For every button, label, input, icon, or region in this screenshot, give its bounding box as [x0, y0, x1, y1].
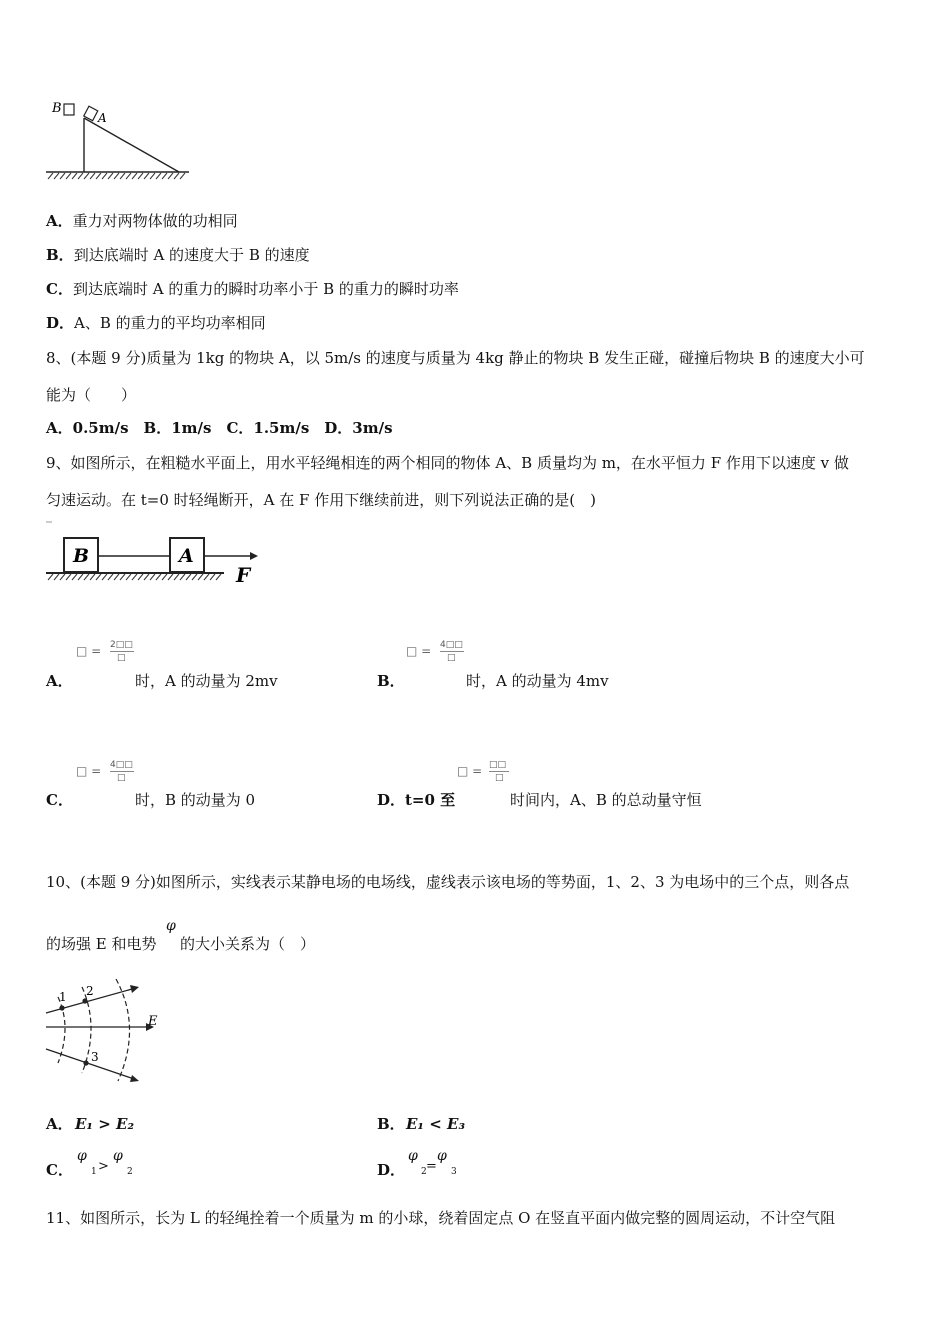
q10-option-a: E₁ > E₂ [75, 1115, 135, 1133]
q10-option-c-letter: C． [46, 1161, 73, 1179]
option-letter: B． [46, 246, 74, 264]
q9-option-b-letter: B． [377, 672, 405, 690]
phi-symbol: φ [408, 1148, 418, 1164]
subscript: 2 [421, 1167, 427, 1177]
q9-optd-frac-num: □□ [489, 760, 507, 770]
point-2 [82, 998, 87, 1003]
option-text: 到达底端时 A 的速度大于 B 的速度 [73, 246, 310, 264]
q8-options: A．0.5m/s B．1m/s C．1.5m/s D．3m/s [46, 419, 393, 437]
q9-optc-frac-den: □ [117, 773, 126, 783]
fig9-label-f: F [236, 563, 251, 587]
q7-option-b [46, 245, 310, 265]
point-3 [83, 1060, 88, 1065]
q9-option-d-text: 时间内，A、B 的总动量守恒 [510, 791, 702, 809]
phi-symbol: φ [166, 918, 176, 934]
option-text: A、B 的重力的平均功率相同 [74, 314, 266, 332]
fig10-label-3: 3 [91, 1050, 99, 1064]
point-1 [59, 1005, 64, 1010]
q7-option-a [46, 211, 238, 231]
incline-figure [44, 96, 194, 186]
q10-option-b-letter: B． [377, 1115, 405, 1133]
q9-option-a-letter: A． [46, 672, 73, 690]
fig9-label-a: A [179, 545, 194, 567]
q9-optb-frac-num: 4□□ [440, 640, 463, 650]
relation: = [426, 1159, 437, 1174]
q9-opta-frac-lhs: □ = [76, 644, 102, 658]
q9-optd-frac-den: □ [495, 773, 504, 783]
q10-option-d-letter: D． [377, 1161, 406, 1179]
option-text: 到达底端时 A 的重力的瞬时功率小于 B 的重力的瞬时功率 [72, 280, 459, 298]
q9-option-c-text: 时，B 的动量为 0 [135, 791, 256, 809]
q9-opta-frac-num: 2□□ [110, 640, 133, 650]
q8-stem-line2: 能为（ ） [46, 386, 137, 404]
phi-symbol: φ [77, 1148, 87, 1164]
option-letter: A． [46, 212, 73, 230]
fig10-label-2: 2 [86, 984, 94, 998]
subscript: 1 [91, 1167, 97, 1177]
q9-option-b-text: 时，A 的动量为 4mv [466, 672, 609, 690]
q9-option-d-pre: t=0 至 [405, 791, 456, 809]
q9-option-a-text: 时，A 的动量为 2mv [135, 672, 278, 690]
phi-symbol: φ [437, 1148, 447, 1164]
electric-field-figure [42, 975, 172, 1085]
q9-stem-line1: 9、如图所示，在粗糙水平面上，用水平轻绳相连的两个相同的物体 A、B 质量均为 m，在水平恒力 F 作用下以速度 v 做 [46, 454, 849, 472]
q9-opta-frac-den: □ [117, 653, 126, 663]
q9-optc-frac-lhs: □ = [76, 764, 102, 778]
q8-stem-line1: 8、(本题 9 分)质量为 1kg 的物块 A，以 5m/s 的速度与质量为 4kg 静止的物块 B 发生正碰，碰撞后物块 B 的速度大小可 [46, 349, 865, 367]
phi-symbol: φ [113, 1148, 123, 1164]
rope-blocks-figure [44, 520, 264, 590]
option-text: 重力对两物体做的功相同 [72, 212, 238, 230]
fig1-label-a: A [98, 111, 107, 125]
block-b [64, 104, 74, 115]
q9-stem-line2: 匀速运动。在 t=0 时轻绳断开，A 在 F 作用下继续前进，则下列说法正确的是( ) [46, 491, 596, 509]
subscript: 2 [127, 1167, 133, 1177]
q10-stem-line1: 10、(本题 9 分)如图所示，实线表示某静电场的电场线，虚线表示该电场的等势面，1、2、3 为电场中的三个点，则各点 [46, 873, 850, 891]
q9-optc-frac-num: 4□□ [110, 760, 133, 770]
q9-optd-frac-lhs: □ = [457, 764, 483, 778]
q10-option-b: E₁ < E₃ [406, 1115, 466, 1133]
q9-option-c-letter: C． [46, 791, 73, 809]
q9-optb-frac-lhs: □ = [406, 644, 432, 658]
q9-optb-frac-den: □ [447, 653, 456, 663]
fig10-label-1: 1 [59, 990, 67, 1004]
q10-stem-line2-a: 的场强 E 和电势 [46, 935, 157, 953]
q10-stem-line2-b: 的大小关系为（ ） [180, 935, 316, 953]
q7-option-d [46, 313, 266, 333]
subscript: 3 [451, 1167, 457, 1177]
fig10-label-e: E [148, 1014, 158, 1029]
relation: > [98, 1159, 109, 1174]
fig1-label-b: B [52, 101, 62, 116]
option-letter: C． [46, 280, 73, 298]
q9-option-d-letter: D． [377, 791, 406, 809]
q7-option-c [46, 279, 459, 299]
q11-stem-line1: 11、如图所示，长为 L 的轻绳拴着一个质量为 m 的小球，绕着固定点 O 在竖直平面内做完整的圆周运动，不计空气阻 [46, 1209, 836, 1227]
fig9-label-b: B [73, 545, 90, 567]
q10-option-a-letter: A． [46, 1115, 73, 1133]
option-letter: D． [46, 314, 75, 332]
